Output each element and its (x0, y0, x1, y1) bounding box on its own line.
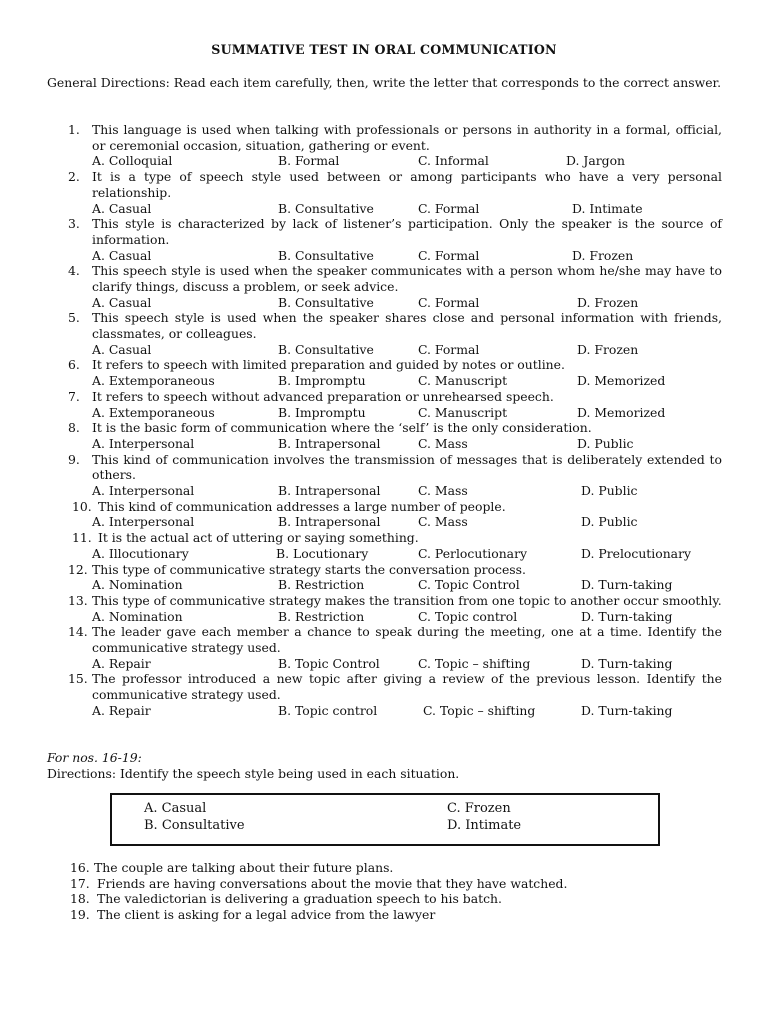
option-c: C. Manuscript (418, 373, 508, 389)
option-a: A. Casual (92, 294, 152, 310)
option-c: C. Informal (418, 153, 489, 169)
question-text: This style is characterized by lack of listener’s participation. Only the speaker is the source of information. (92, 216, 722, 247)
question-item (0, 452, 768, 499)
option-b: B. Topic Control (278, 655, 380, 671)
option-d: D. Frozen (577, 294, 639, 310)
situation-number: 17. (70, 875, 90, 891)
option-row (0, 373, 768, 389)
option-row (0, 342, 768, 358)
option-a: A. Repair (92, 655, 151, 671)
option-row (0, 656, 768, 672)
situation-item (0, 876, 768, 892)
option-row (0, 405, 768, 421)
option-b: B. Topic control (278, 702, 378, 718)
question-item (0, 593, 768, 624)
option-d: D. Turn-taking (581, 577, 673, 593)
option-b: B. Consultative (278, 341, 374, 357)
option-c: C. Formal (418, 200, 480, 216)
question-text: This kind of communication addresses a large number of people. (98, 498, 506, 514)
option-d: D. Memorized (577, 373, 666, 389)
option-c: C. Topic – shifting (418, 655, 531, 671)
option-a: A. Nomination (92, 608, 183, 624)
option-b: B. Impromptu (278, 373, 366, 389)
option-b: B. Formal (278, 153, 340, 169)
option-c: C. Topic control (418, 608, 518, 624)
choice-d: D. Intimate (447, 818, 522, 833)
option-b: B. Locutionary (276, 545, 369, 561)
situation-text: The client is asking for a legal advice from the lawyer (97, 907, 436, 923)
choice-a: A. Casual (144, 801, 207, 816)
option-c: C. Formal (418, 341, 480, 357)
option-row (0, 483, 768, 499)
option-b: B. Consultative (278, 247, 374, 263)
question-number: 12. (68, 561, 88, 577)
option-a: A. Interpersonal (92, 483, 195, 499)
question-number: 14. (68, 624, 88, 640)
question-text: This language is used when talking with professionals or persons in authority in a formal, official, or ceremonial occasion, situation, gathering or event. (92, 122, 722, 153)
section-note: For nos. 16-19: (47, 750, 142, 765)
option-a: A. Casual (92, 200, 152, 216)
question-item (0, 216, 768, 263)
option-d: D. Memorized (577, 404, 666, 420)
option-b: B. Intrapersonal (278, 514, 381, 530)
option-b: B. Restriction (278, 608, 365, 624)
question-text: This kind of communication involves the transmission of messages that is deliberately extended to others. (92, 451, 722, 483)
question-number: 15. (68, 671, 88, 687)
choices-box (110, 793, 660, 846)
question-item (0, 624, 768, 671)
option-b: B. Intrapersonal (278, 483, 381, 499)
situation-number: 16. (70, 860, 90, 875)
option-c: C. Mass (418, 514, 468, 530)
option-row (0, 248, 768, 264)
option-row (0, 436, 768, 452)
option-b: B. Consultative (278, 200, 374, 216)
question-item (0, 169, 768, 216)
situation-text: Friends are having conversations about the movie that they have watched. (97, 875, 568, 891)
question-number: 2. (68, 169, 80, 185)
option-b: B. Consultative (278, 294, 374, 310)
situation-text: The valedictorian is delivering a graduation speech to his batch. (97, 891, 502, 907)
situation-text: The couple are talking about their future plans. (94, 860, 394, 875)
question-number: 13. (68, 592, 88, 608)
option-d: D. Turn-taking (581, 655, 673, 671)
question-item (0, 357, 768, 388)
situation-list (0, 860, 768, 923)
question-item (0, 420, 768, 451)
question-item (0, 562, 768, 593)
question-item (0, 122, 768, 169)
question-item (0, 389, 768, 420)
option-c: C. Mass (418, 483, 468, 499)
option-c: C. Formal (418, 294, 480, 310)
option-row (0, 703, 768, 719)
question-number: 8. (68, 420, 80, 436)
option-a: A. Extemporaneous (92, 373, 215, 389)
choice-b: B. Consultative (144, 818, 245, 833)
question-item (0, 310, 768, 357)
option-row (0, 153, 768, 169)
option-c: C. Perlocutionary (418, 545, 527, 561)
question-text: It is the actual act of uttering or saying something. (98, 530, 419, 546)
question-text: It is a type of speech style used between or among participants who have a very personal relationship. (92, 169, 722, 200)
situation-number: 19. (70, 907, 90, 923)
question-text: The professor introduced a new topic after giving a review of the previous lesson. Identify the communicative strategy used. (92, 671, 722, 703)
question-item (0, 530, 768, 561)
situation-number: 18. (70, 891, 90, 907)
question-number: 5. (68, 310, 80, 326)
question-text: This type of communicative strategy starts the conversation process. (92, 561, 526, 577)
question-text: This speech style is used when the speaker communicates with a person whom he/she may have to clarify things, discuss a problem, or seek advice. (92, 263, 722, 294)
situation-item (0, 891, 768, 907)
option-c: C. Topic – shifting (423, 702, 536, 718)
question-list (0, 122, 768, 718)
option-a: A. Repair (92, 702, 151, 718)
question-text: It is the basic form of communication where the ‘self’ is the only consideration. (92, 420, 592, 436)
situation-item (0, 860, 768, 876)
section-2-header (47, 750, 723, 782)
general-directions: General Directions: Read each item carefully, then, write the letter that corresponds to the correct answer. (47, 75, 722, 90)
option-row (0, 201, 768, 217)
option-d: D. Prelocutionary (581, 545, 691, 561)
question-number: 4. (68, 263, 80, 279)
question-item (0, 263, 768, 310)
question-text: It refers to speech with limited preparation and guided by notes or outline. (92, 357, 565, 373)
option-row (0, 514, 768, 530)
question-number: 6. (68, 357, 80, 373)
option-d: D. Jargon (566, 153, 626, 169)
option-d: D. Turn-taking (581, 702, 673, 718)
option-a: A. Interpersonal (92, 435, 195, 451)
question-item (0, 671, 768, 718)
question-text: This speech style is used when the speaker shares close and personal information with friends, classmates, or colleagues. (92, 310, 722, 342)
option-d: D. Frozen (577, 341, 639, 357)
page-title: SUMMATIVE TEST IN ORAL COMMUNICATION (211, 42, 557, 57)
option-a: A. Illocutionary (92, 545, 189, 561)
option-row (0, 577, 768, 593)
option-a: A. Nomination (92, 577, 183, 593)
question-text: The leader gave each member a chance to speak during the meeting, one at a time. Identify the communicative strategy used. (92, 624, 722, 655)
section-directions: Directions: Identify the speech style being used in each situation. (47, 766, 460, 781)
option-row (0, 546, 768, 562)
question-number: 11. (72, 530, 92, 546)
option-d: D. Turn-taking (581, 608, 673, 624)
option-a: A. Colloquial (92, 153, 173, 169)
question-text: It refers to speech without advanced preparation or unrehearsed speech. (92, 388, 554, 404)
option-a: A. Casual (92, 247, 152, 263)
question-text: This type of communicative strategy makes the transition from one topic to another occur smoothly. (92, 592, 722, 608)
question-number: 7. (68, 388, 80, 404)
option-d: D. Public (581, 483, 638, 499)
option-d: D. Intimate (572, 200, 643, 216)
option-c: C. Topic Control (418, 577, 520, 593)
situation-item (0, 907, 768, 923)
option-c: C. Formal (418, 247, 480, 263)
option-a: A. Interpersonal (92, 514, 195, 530)
question-number: 1. (68, 122, 80, 137)
choice-c: C. Frozen (447, 801, 511, 816)
option-c: C. Mass (418, 435, 468, 451)
option-row (0, 295, 768, 311)
option-a: A. Casual (92, 341, 152, 357)
option-c: C. Manuscript (418, 404, 508, 420)
question-number: 9. (68, 451, 80, 467)
option-b: B. Restriction (278, 577, 365, 593)
option-d: D. Frozen (572, 247, 634, 263)
option-d: D. Public (581, 514, 638, 530)
option-d: D. Public (577, 435, 634, 451)
question-number: 10. (72, 498, 92, 514)
option-b: B. Intrapersonal (278, 435, 381, 451)
option-b: B. Impromptu (278, 404, 366, 420)
question-item (0, 499, 768, 530)
question-number: 3. (68, 216, 80, 232)
option-a: A. Extemporaneous (92, 404, 215, 420)
option-row (0, 609, 768, 625)
